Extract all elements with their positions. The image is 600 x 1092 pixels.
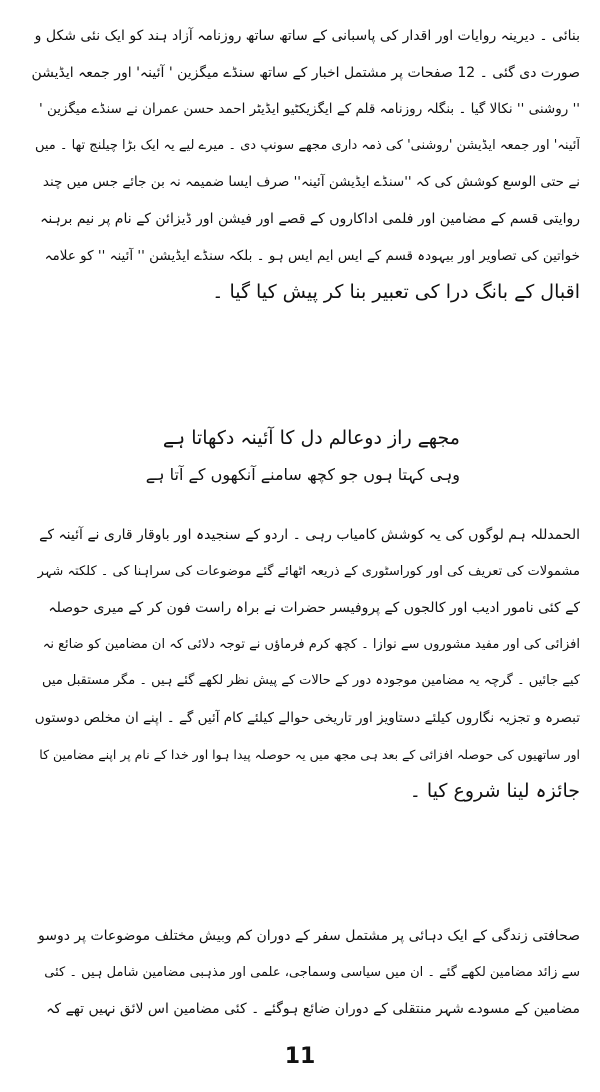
text-line: اقبال کے بانگ درا کی تعبیر بنا کر پیش کیا گیا ۔ [212,281,580,304]
text-line: تبصرہ و تجزیہ نگاروں کیلئے دستاویز اور تاریخی حوالے کیلئے کام آئیں گے ۔ اپنے ان مخلص دوستوں [34,709,580,726]
text-line: کیے جائیں ۔ گرچہ یہ مضامین موجودہ دور کے حالات کے پیش نظر لکھے گئے ہیں ۔ مگر مستقبل میں [42,673,580,689]
paragraph-3 [30,918,580,1028]
paragraph-2 [30,517,580,810]
text-line: افزائی کی اور مفید مشوروں سے نوازا ۔ کچھ کرم فرماؤں نے توجہ دلائی کہ ان مضامین کو ضائع نہ [42,636,580,652]
text-line: جائزہ لینا شروع کیا ۔ [409,780,580,803]
verse-line: وہی کہتا ہوں جو کچھ سامنے آنکھوں کے آتا ہے [145,464,460,484]
text-line: مشمولات کی تعریف کی اور کوراسٹوری کے ذریعہ اٹھائے گئے موضوعات کی سراہنا کی ۔ کلکتہ شہر [37,563,580,579]
page-number: 11 [284,1044,316,1069]
text-line: نے حتی الوسع کوشش کی کہ ''سنڈے ایڈیشن آئینہ'' صرف ایسا ضمیمہ نہ بن جائے جس میں چند [42,174,580,191]
paragraph-1 [30,18,580,311]
text-line: بنائی ۔ دیرینہ روایات اور اقدار کی پاسبانی کے ساتھ ساتھ روزنامہ آزاد ہند کو ایک نئی شکل و [34,28,580,44]
text-line: مضامین کے مسودے شہر منتقلی کے دوران ضائع ہوگئے ۔ کئی مضامین اس لائق نہیں تھے کہ [46,1001,580,1018]
text-line: '' روشنی '' نکالا گیا ۔ بنگلہ روزنامہ قلم کے ایگزیکٹیو ایڈیٹر احمد حسن عمران نے سنڈے میگزین ' [38,101,580,118]
poetry-verse [140,420,460,493]
text-line: اور ساتھیوں کی حوصلہ افزائی کے بعد ہی مجھ میں یہ حوصلہ پیدا ہوا اور خدا کے نام پر اپنے مضامین کا [39,746,580,762]
verse-line: مجھے راز دوعالم دل کا آئینہ دکھاتا ہے [162,427,460,449]
text-line: صورت دی گئی ۔ 12 صفحات پر مشتمل اخبار کے ساتھ سنڈے میگزین ' آئینہ' اور جمعہ ایڈیشن [31,64,580,81]
text-line: روایتی قسم کے مضامین اور فلمی اداکاروں کے قصے اور فیشن اور ڈیزائن کے نام پر نیم برہنہ [40,210,580,227]
text-line: الحمدللہ ہم لوگوں کی یہ کوشش کامیاب رہی ۔ اردو کے سنجیدہ اور باوقار قاری نے آئینہ کے [39,527,580,543]
text-line: سے زائد مضامین لکھے گئے ۔ ان میں سیاسی وسماجی، علمی اور مذہبی مضامین شامل ہیں ۔ کئی [44,964,580,980]
text-line: آئینہ' اور جمعہ ایڈیشن 'روشنی' کی ذمہ داری مجھے سونپ دی ۔ میرے لیے یہ ایک بڑا چیلنج تھا ۔ میں [34,137,580,153]
text-line: صحافتی زندگی کے ایک دہائی پر مشتمل سفر کے دوران کم وبیش مختلف موضوعات پر دوسو [37,928,580,944]
text-line: خواتین کی تصاویر اور بیہودہ قسم کے ایس ایم ایس ہو ۔ بلکہ سنڈے ایڈیشن '' آئینہ '' کو علامہ [44,247,580,264]
text-line: کے کئی نامور ادیب اور کالجوں کے پروفیسر حضرات نے براہ راست فون کر کے میری حوصلہ [48,600,580,617]
